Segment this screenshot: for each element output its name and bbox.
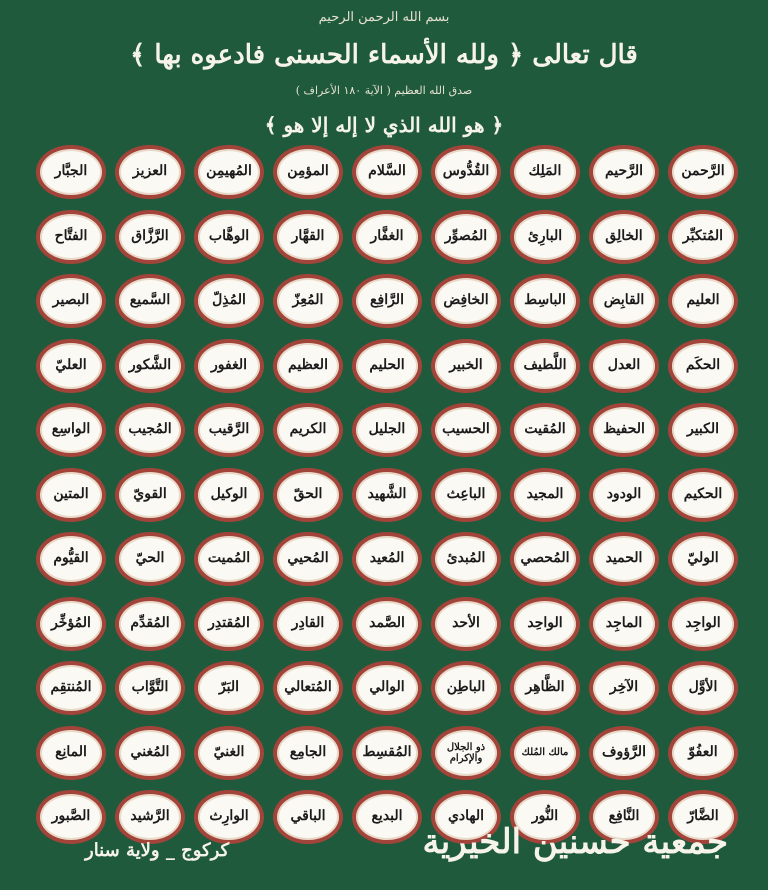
name-oval: الأوَّل	[668, 661, 738, 715]
name-oval: المُهيمِن	[194, 145, 264, 199]
name-oval: البَرّ	[194, 661, 264, 715]
name-oval: الصَّمد	[352, 597, 422, 651]
name-oval: المُعِزّ	[273, 274, 343, 328]
name-oval: الجبَّار	[36, 145, 106, 199]
name-oval: الجليل	[352, 403, 422, 457]
name-oval: الحفيظ	[589, 403, 659, 457]
name-oval: مالك المُلك	[510, 726, 580, 780]
name-oval: المُجيب	[115, 403, 185, 457]
name-oval: الشَّهيد	[352, 468, 422, 522]
name-oval: العظيم	[273, 339, 343, 393]
name-oval: الغفور	[194, 339, 264, 393]
name-oval: الجامِع	[273, 726, 343, 780]
name-oval: العدل	[589, 339, 659, 393]
names-grid	[34, 145, 738, 855]
name-oval: الوكيل	[194, 468, 264, 522]
name-oval: المُقيت	[510, 403, 580, 457]
name-oval: السَّلام	[352, 145, 422, 199]
tawhid-line: ﴿ هو الله الذي لا إله إلا هو ﴾	[264, 113, 504, 137]
name-oval: البديع	[352, 790, 422, 844]
name-oval: النَّافِع	[589, 790, 659, 844]
name-oval: التَّوَّاب	[115, 661, 185, 715]
name-oval: الرَّزَّاق	[115, 210, 185, 264]
name-oval: الرَّؤوف	[589, 726, 659, 780]
name-oval: الماجِد	[589, 597, 659, 651]
name-oval: المُقتدِر	[194, 597, 264, 651]
name-oval: الباقي	[273, 790, 343, 844]
name-oval: الوليّ	[668, 532, 738, 586]
name-oval: العليم	[668, 274, 738, 328]
name-oval: اللَّطيف	[510, 339, 580, 393]
name-oval: الوهَّاب	[194, 210, 264, 264]
name-oval: الرَّافِع	[352, 274, 422, 328]
name-oval: الحكَم	[668, 339, 738, 393]
name-oval: الضَّارّ	[668, 790, 738, 844]
name-oval: السَّميع	[115, 274, 185, 328]
name-oval: الهادي	[431, 790, 501, 844]
name-oval: العليّ	[36, 339, 106, 393]
name-oval: البصير	[36, 274, 106, 328]
name-oval: المانِع	[36, 726, 106, 780]
name-oval: القابِض	[589, 274, 659, 328]
name-oval: الحسيب	[431, 403, 501, 457]
name-oval: المُتكبِّر	[668, 210, 738, 264]
name-oval: المُبدئ	[431, 532, 501, 586]
name-oval: الكبير	[668, 403, 738, 457]
name-oval: الشَّكور	[115, 339, 185, 393]
basmala: بسم الله الرحمن الرحيم	[318, 10, 450, 25]
name-oval: الظَّاهِر	[510, 661, 580, 715]
name-oval: المُؤخِّر	[36, 597, 106, 651]
name-oval: القهَّار	[273, 210, 343, 264]
name-oval: الأحد	[431, 597, 501, 651]
association-place: كركوج _ ولاية سنار	[85, 840, 230, 861]
name-oval: الخالِق	[589, 210, 659, 264]
name-oval: المُميت	[194, 532, 264, 586]
name-oval: الوارِث	[194, 790, 264, 844]
name-oval: الباسِط	[510, 274, 580, 328]
name-oval: المجيد	[510, 468, 580, 522]
name-oval: الرَّقيب	[194, 403, 264, 457]
name-oval: المُذِلّ	[194, 274, 264, 328]
name-oval: الواسِع	[36, 403, 106, 457]
name-oval: البارِئ	[510, 210, 580, 264]
name-oval: المُغني	[115, 726, 185, 780]
name-oval: المُنتقِم	[36, 661, 106, 715]
name-oval: الحقّ	[273, 468, 343, 522]
name-oval: المتين	[36, 468, 106, 522]
name-oval: العفُوّ	[668, 726, 738, 780]
name-oval: المؤمِن	[273, 145, 343, 199]
name-oval: الودود	[589, 468, 659, 522]
name-oval: المُقدِّم	[115, 597, 185, 651]
name-oval: الحليم	[352, 339, 422, 393]
association-name: جمعية حسنين الخيرية	[422, 822, 728, 862]
name-oval: المُصوِّر	[431, 210, 501, 264]
name-oval: المُعيد	[352, 532, 422, 586]
name-oval: الصَّبور	[36, 790, 106, 844]
name-oval: المَلِك	[510, 145, 580, 199]
name-oval: الحميد	[589, 532, 659, 586]
name-oval: الباعِث	[431, 468, 501, 522]
name-oval: الغفَّار	[352, 210, 422, 264]
verse-title: قال تعالى ﴿ ولله الأسماء الحسنى فادعوه بها ﴾	[130, 40, 638, 70]
name-oval: المُقسِط	[352, 726, 422, 780]
name-oval: الواحِد	[510, 597, 580, 651]
name-oval: الكريم	[273, 403, 343, 457]
name-oval: الوالي	[352, 661, 422, 715]
name-oval: القادِر	[273, 597, 343, 651]
name-oval: المُحيي	[273, 532, 343, 586]
name-oval: العزيز	[115, 145, 185, 199]
name-oval: الفتَّاح	[36, 210, 106, 264]
name-oval: المُتعالي	[273, 661, 343, 715]
name-oval: الآخِر	[589, 661, 659, 715]
name-oval: الواجِد	[668, 597, 738, 651]
name-oval: القيُّوم	[36, 532, 106, 586]
name-oval: الخبير	[431, 339, 501, 393]
name-oval: الرَّحمن	[668, 145, 738, 199]
name-oval: الغنيّ	[194, 726, 264, 780]
verse-reference: صدق الله العظيم ( الآية ١٨٠ الأعراف )	[295, 84, 473, 97]
name-oval: الحكيم	[668, 468, 738, 522]
name-oval: الحيّ	[115, 532, 185, 586]
name-oval: الخافِض	[431, 274, 501, 328]
name-oval: الرَّحيم	[589, 145, 659, 199]
name-oval: النُّور	[510, 790, 580, 844]
name-oval: الرَّشيد	[115, 790, 185, 844]
name-oval: ذو الجلال والإكرام	[431, 726, 501, 780]
name-oval: القُدُّوس	[431, 145, 501, 199]
name-oval: الباطِن	[431, 661, 501, 715]
name-oval: القويّ	[115, 468, 185, 522]
name-oval: المُحصي	[510, 532, 580, 586]
